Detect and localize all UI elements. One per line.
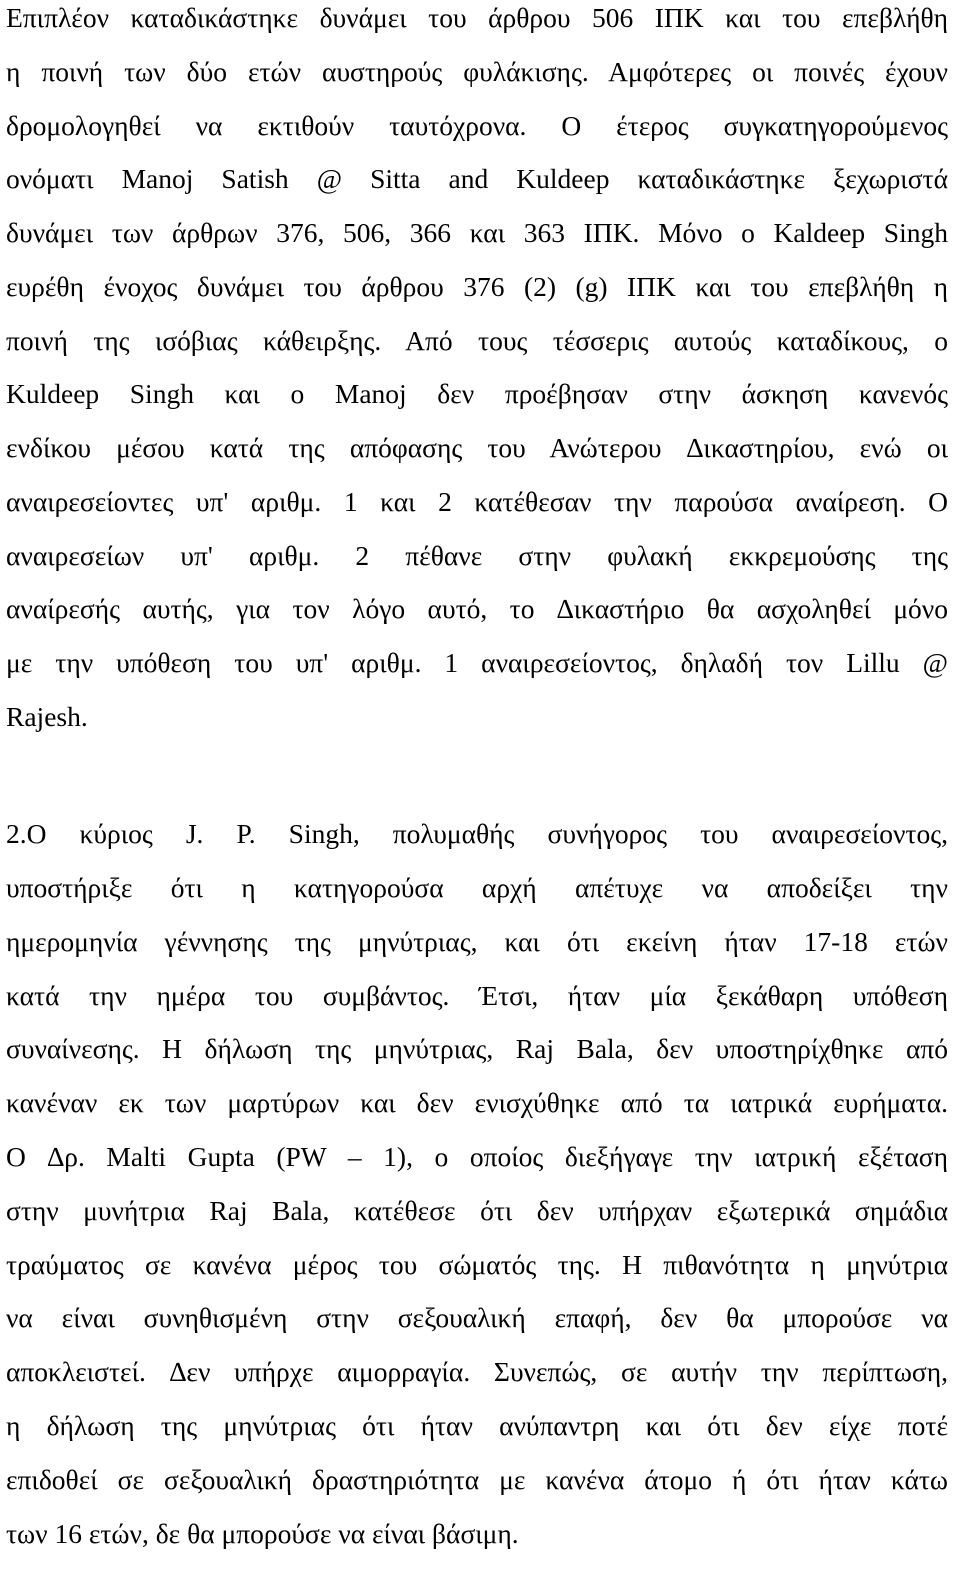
text-line: δρομολογηθεί να εκτιθούν ταυτόχρονα. Ο έτερος συγκατηγορούμενος: [6, 110, 948, 141]
text-line: ημερομηνία γέννησης της μηνύτριας, και ότι εκείνη ήταν 17-18 ετών: [6, 926, 948, 957]
text-line: επιδοθεί σε σεξουαλική δραστηριότητα με κανένα άτομο ή ότι ήταν κάτω: [6, 1464, 948, 1495]
text-line: Rajesh.: [6, 701, 88, 732]
text-line: τραύματος σε κανένα μέρος του σώματός της. Η πιθανότητα η μηνύτρια: [6, 1249, 948, 1280]
text-line: με την υπόθεση του υπ' αριθμ. 1 αναιρεσείοντος, δηλαδή τον Lillu @: [6, 647, 948, 678]
text-line: να είναι συνηθισμένη στην σεξουαλική επαφή, δεν θα μπορούσε να: [6, 1302, 948, 1333]
text-line: κατά την ημέρα του συμβάντος. Έτσι, ήταν μία ξεκάθαρη υπόθεση: [6, 980, 948, 1011]
text-line: αναιρεσείοντες υπ' αριθμ. 1 και 2 κατέθεσαν την παρούσα αναίρεση. Ο: [6, 486, 948, 517]
text-line: Ο ∆ρ. Malti Gupta (PW – 1), ο οποίος διεξήγαγε την ιατρική εξέταση: [6, 1141, 948, 1172]
text-line: συναίνεσης. Η δήλωση της μηνύτριας, Raj Bala, δεν υποστηρίχθηκε από: [6, 1033, 948, 1064]
text-line: αναίρεσής αυτής, για τον λόγο αυτό, το ∆ικαστήριο θα ασχοληθεί μόνο: [6, 593, 948, 624]
text-line: των 16 ετών, δε θα μπορούσε να είναι βάσιμη.: [6, 1518, 519, 1549]
text-line: ονόματι Manoj Satish @ Sitta and Kuldeep καταδικάστηκε ξεχωριστά: [6, 163, 948, 194]
text-line: αποκλειστεί. ∆εν υπήρχε αιμορραγία. Συνεπώς, σε αυτήν την περίπτωση,: [6, 1356, 948, 1387]
text-line: ποινή της ισόβιας κάθειρξης. Από τους τέσσερις αυτούς καταδίκους, ο: [6, 325, 948, 356]
text-line: ευρέθη ένοχος δυνάμει του άρθρου 376 (2) (g) ΙΠΚ και του επεβλήθη η: [6, 271, 948, 302]
text-line: Επιπλέον καταδικάστηκε δυνάμει του άρθρου 506 ΙΠΚ και του επεβλήθη: [6, 2, 948, 33]
text-line: η ποινή των δύο ετών αυστηρούς φυλάκισης. Αμφότερες οι ποινές έχουν: [6, 56, 948, 87]
text-line: αναιρεσείων υπ' αριθμ. 2 πέθανε στην φυλακή εκκρεμούσης της: [6, 540, 948, 571]
text-line: υποστήριξε ότι η κατηγορούσα αρχή απέτυχε να αποδείξει την: [6, 872, 948, 903]
text-line: δυνάμει των άρθρων 376, 506, 366 και 363 ΙΠΚ. Μόνο ο Kaldeep Singh: [6, 217, 948, 248]
text-line: στην μυνήτρια Raj Bala, κατέθεσε ότι δεν υπήρχαν εξωτερικά σημάδια: [6, 1195, 948, 1226]
text-line: 2.Ο κύριος J. P. Singh, πολυμαθής συνήγορος του αναιρεσείοντος,: [6, 818, 948, 849]
text-line: η δήλωση της μηνύτριας ότι ήταν ανύπαντρη και ότι δεν είχε ποτέ: [6, 1410, 948, 1441]
text-line: Kuldeep Singh και ο Manoj δεν προέβησαν στην άσκηση κανενός: [6, 378, 948, 409]
text-line: κανέναν εκ των μαρτύρων και δεν ενισχύθηκε από τα ιατρικά ευρήματα.: [6, 1087, 948, 1118]
text-line: ενδίκου μέσου κατά της απόφασης του Ανώτερου ∆ικαστηρίου, ενώ οι: [6, 432, 948, 463]
